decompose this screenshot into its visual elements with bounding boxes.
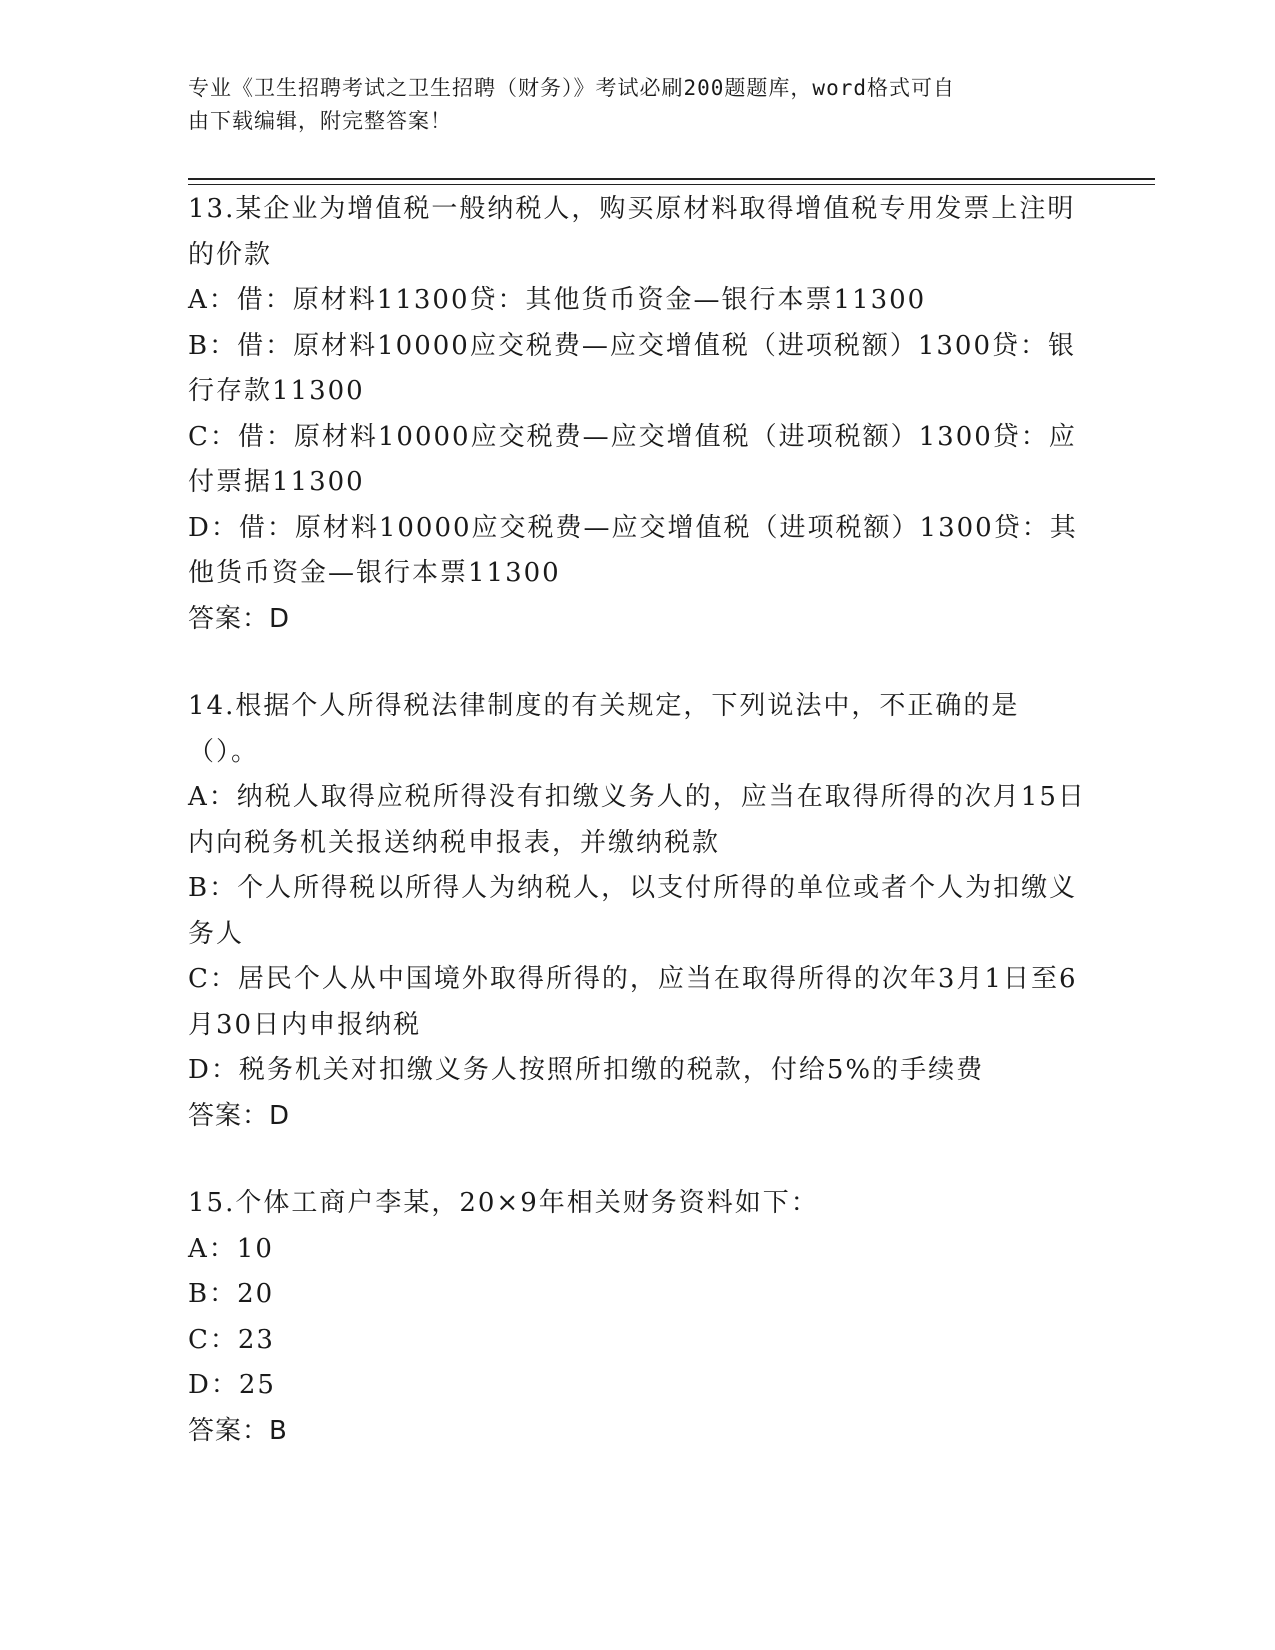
- option-a: A：纳税人取得应税所得没有扣缴义务人的，应当在取得所得的次月15日内向税务机关报送纳税申报表，并缴纳税款: [188, 782, 1086, 858]
- header-line-1: 专业《卫生招聘考试之卫生招聘（财务）》考试必刷200题题库，word格式可自: [188, 76, 955, 100]
- question-stem: 15.个体工商户李某，20×9年相关财务资料如下：: [188, 1188, 819, 1218]
- question-stem: 13.某企业为增值税一般纳税人，购买原材料取得增值税专用发票上注明的价款: [188, 194, 1076, 270]
- answer-line: 答案：B: [188, 1415, 288, 1446]
- question-14: [188, 684, 1088, 1139]
- answer-line: 答案：D: [188, 1100, 291, 1131]
- option-c: C：23: [188, 1324, 275, 1355]
- option-d: D：25: [188, 1370, 276, 1400]
- option-a: A：10: [188, 1233, 274, 1264]
- option-b: B：个人所得税以所得人为纳税人，以支付所得的单位或者个人为扣缴义务人: [188, 873, 1078, 949]
- option-c: C：居民个人从中国境外取得所得的，应当在取得所得的次年3月1日至6月30日内申报纳税: [188, 964, 1078, 1040]
- option-d: D：税务机关对扣缴义务人按照所扣缴的税款，付给5%的手续费: [188, 1055, 985, 1085]
- answer-line: 答案：D: [188, 603, 291, 634]
- question-stem: 14.根据个人所得税法律制度的有关规定，下列说法中，不正确的是（）。: [188, 691, 1020, 767]
- option-d: D：借：原材料10000应交税费—应交增值税（进项税额）1300贷：其他货币资金—银行本票11300: [188, 512, 1078, 588]
- option-a: A：借：原材料11300贷：其他货币资金—银行本票11300: [188, 285, 927, 315]
- option-c: C：借：原材料10000应交税费—应交增值税（进项税额）1300贷：应付票据11300: [188, 421, 1077, 497]
- question-15: [188, 1181, 1088, 1454]
- question-list: [188, 187, 1088, 1496]
- document-header: [188, 72, 1068, 138]
- header-divider-thin: [188, 184, 1155, 185]
- header-line-2: 由下载编辑，附完整答案！: [188, 109, 452, 133]
- header-divider-thick: [188, 178, 1155, 180]
- question-13: [188, 187, 1088, 642]
- option-b: B：借：原材料10000应交税费—应交增值税（进项税额）1300贷：银行存款11300: [188, 330, 1076, 406]
- option-b: B：20: [188, 1279, 275, 1309]
